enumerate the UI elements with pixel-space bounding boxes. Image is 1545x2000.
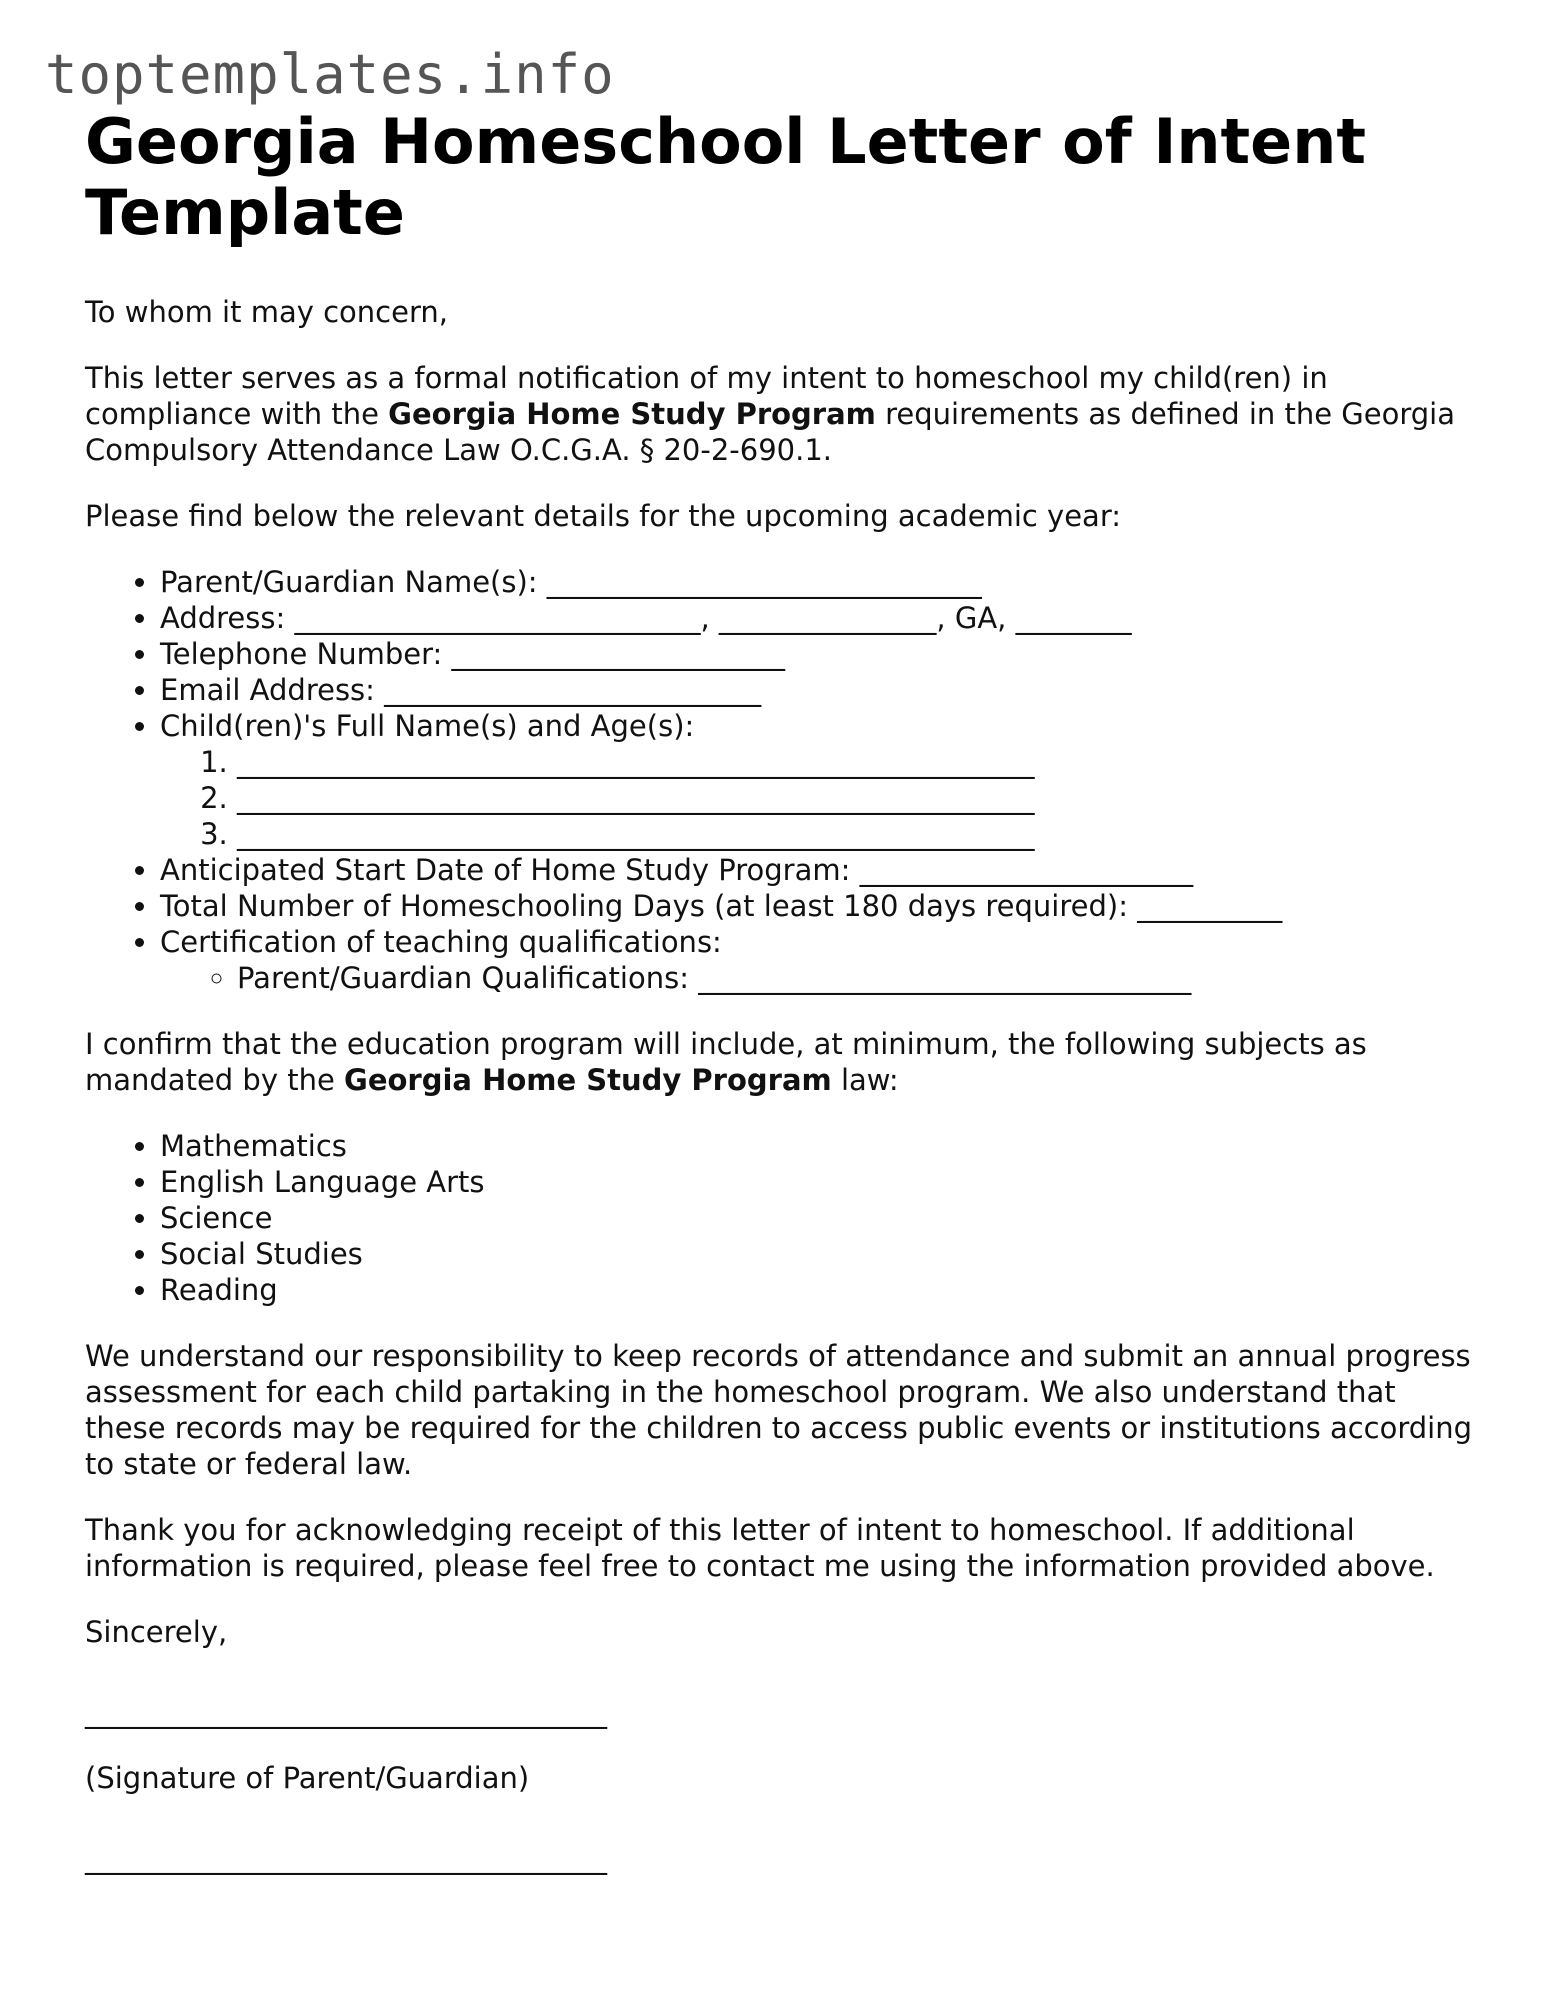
parent-name-field: • Parent/Guardian Name(s): ______________________________ (160, 564, 1485, 600)
confirm-paragraph (85, 1026, 1485, 1098)
total-days-field: • Total Number of Homeschooling Days (at least 180 days required): __________ (160, 888, 1485, 924)
qualifications-field: ◦ Parent/Guardian Qualifications: __________________________________ (237, 960, 1485, 996)
subjects-list (85, 1128, 1485, 1308)
watermark: toptemplates.info (45, 43, 615, 106)
intro-text-1: This letter serves as a formal notification of my intent to homeschool my child(ren) in compliance with the (85, 361, 1328, 431)
child-line: 2. _______________________________________________________ (237, 780, 1485, 816)
thanks-paragraph: Thank you for acknowledging receipt of this letter of intent to homeschool. If additional information is required, please feel free to contact me using the information provided above. (85, 1513, 1435, 1583)
letter-document (85, 106, 1485, 1876)
date-line: ____________________________________ (85, 1841, 607, 1875)
signature-line: ____________________________________ (85, 1695, 607, 1729)
child-line: 1. _______________________________________________________ (237, 744, 1485, 780)
email-field: • Email Address: __________________________ (160, 672, 1485, 708)
qualifications-list (160, 960, 1485, 996)
subject-item: • Science (160, 1200, 1485, 1236)
details-list (85, 564, 1485, 996)
closing: Sincerely, (85, 1615, 228, 1649)
responsibility-paragraph: We understand our responsibility to keep records of attendance and submit an annual progress assessment for each child partaking in the homeschool program. We also understand that these records may be required for the children to access public events or institutions according to state or federal law. (85, 1339, 1473, 1481)
subject-item: • Social Studies (160, 1236, 1485, 1272)
children-list (160, 744, 1485, 852)
details-intro: Please find below the relevant details for the upcoming academic year: (85, 499, 1122, 533)
certification-item (160, 924, 1485, 996)
confirm-program-name: Georgia Home Study Program (344, 1063, 832, 1097)
start-date-field: • Anticipated Start Date of Home Study Program: _______________________ (160, 852, 1485, 888)
children-label: Child(ren)'s Full Name(s) and Age(s): (160, 709, 695, 743)
subject-item: • Reading (160, 1272, 1485, 1308)
intro-text-2: requirements as defined in the Georgia Compulsory Attendance Law O.C.G.A. § 20-2-690.1. (85, 397, 1456, 467)
child-line: 3. _______________________________________________________ (237, 816, 1485, 852)
salutation: To whom it may concern, (85, 295, 448, 329)
confirm-text-2: law: (831, 1063, 899, 1097)
children-item (160, 708, 1485, 852)
subject-item: • Mathematics (160, 1128, 1485, 1164)
page-title: Georgia Homeschool Letter of Intent Template (85, 105, 1366, 249)
confirm-text-1: I confirm that the education program will include, at minimum, the following subjects as mandated by the (85, 1027, 1367, 1097)
certification-label: Certification of teaching qualifications: (160, 925, 722, 959)
intro-paragraph (85, 360, 1485, 468)
intro-program-name: Georgia Home Study Program (388, 397, 876, 431)
address-field: • Address: ____________________________, _______________, GA, ________ (160, 600, 1485, 636)
subject-item: • English Language Arts (160, 1164, 1485, 1200)
signature-caption: (Signature of Parent/Guardian) (85, 1761, 530, 1795)
telephone-field: • Telephone Number: _______________________ (160, 636, 1485, 672)
